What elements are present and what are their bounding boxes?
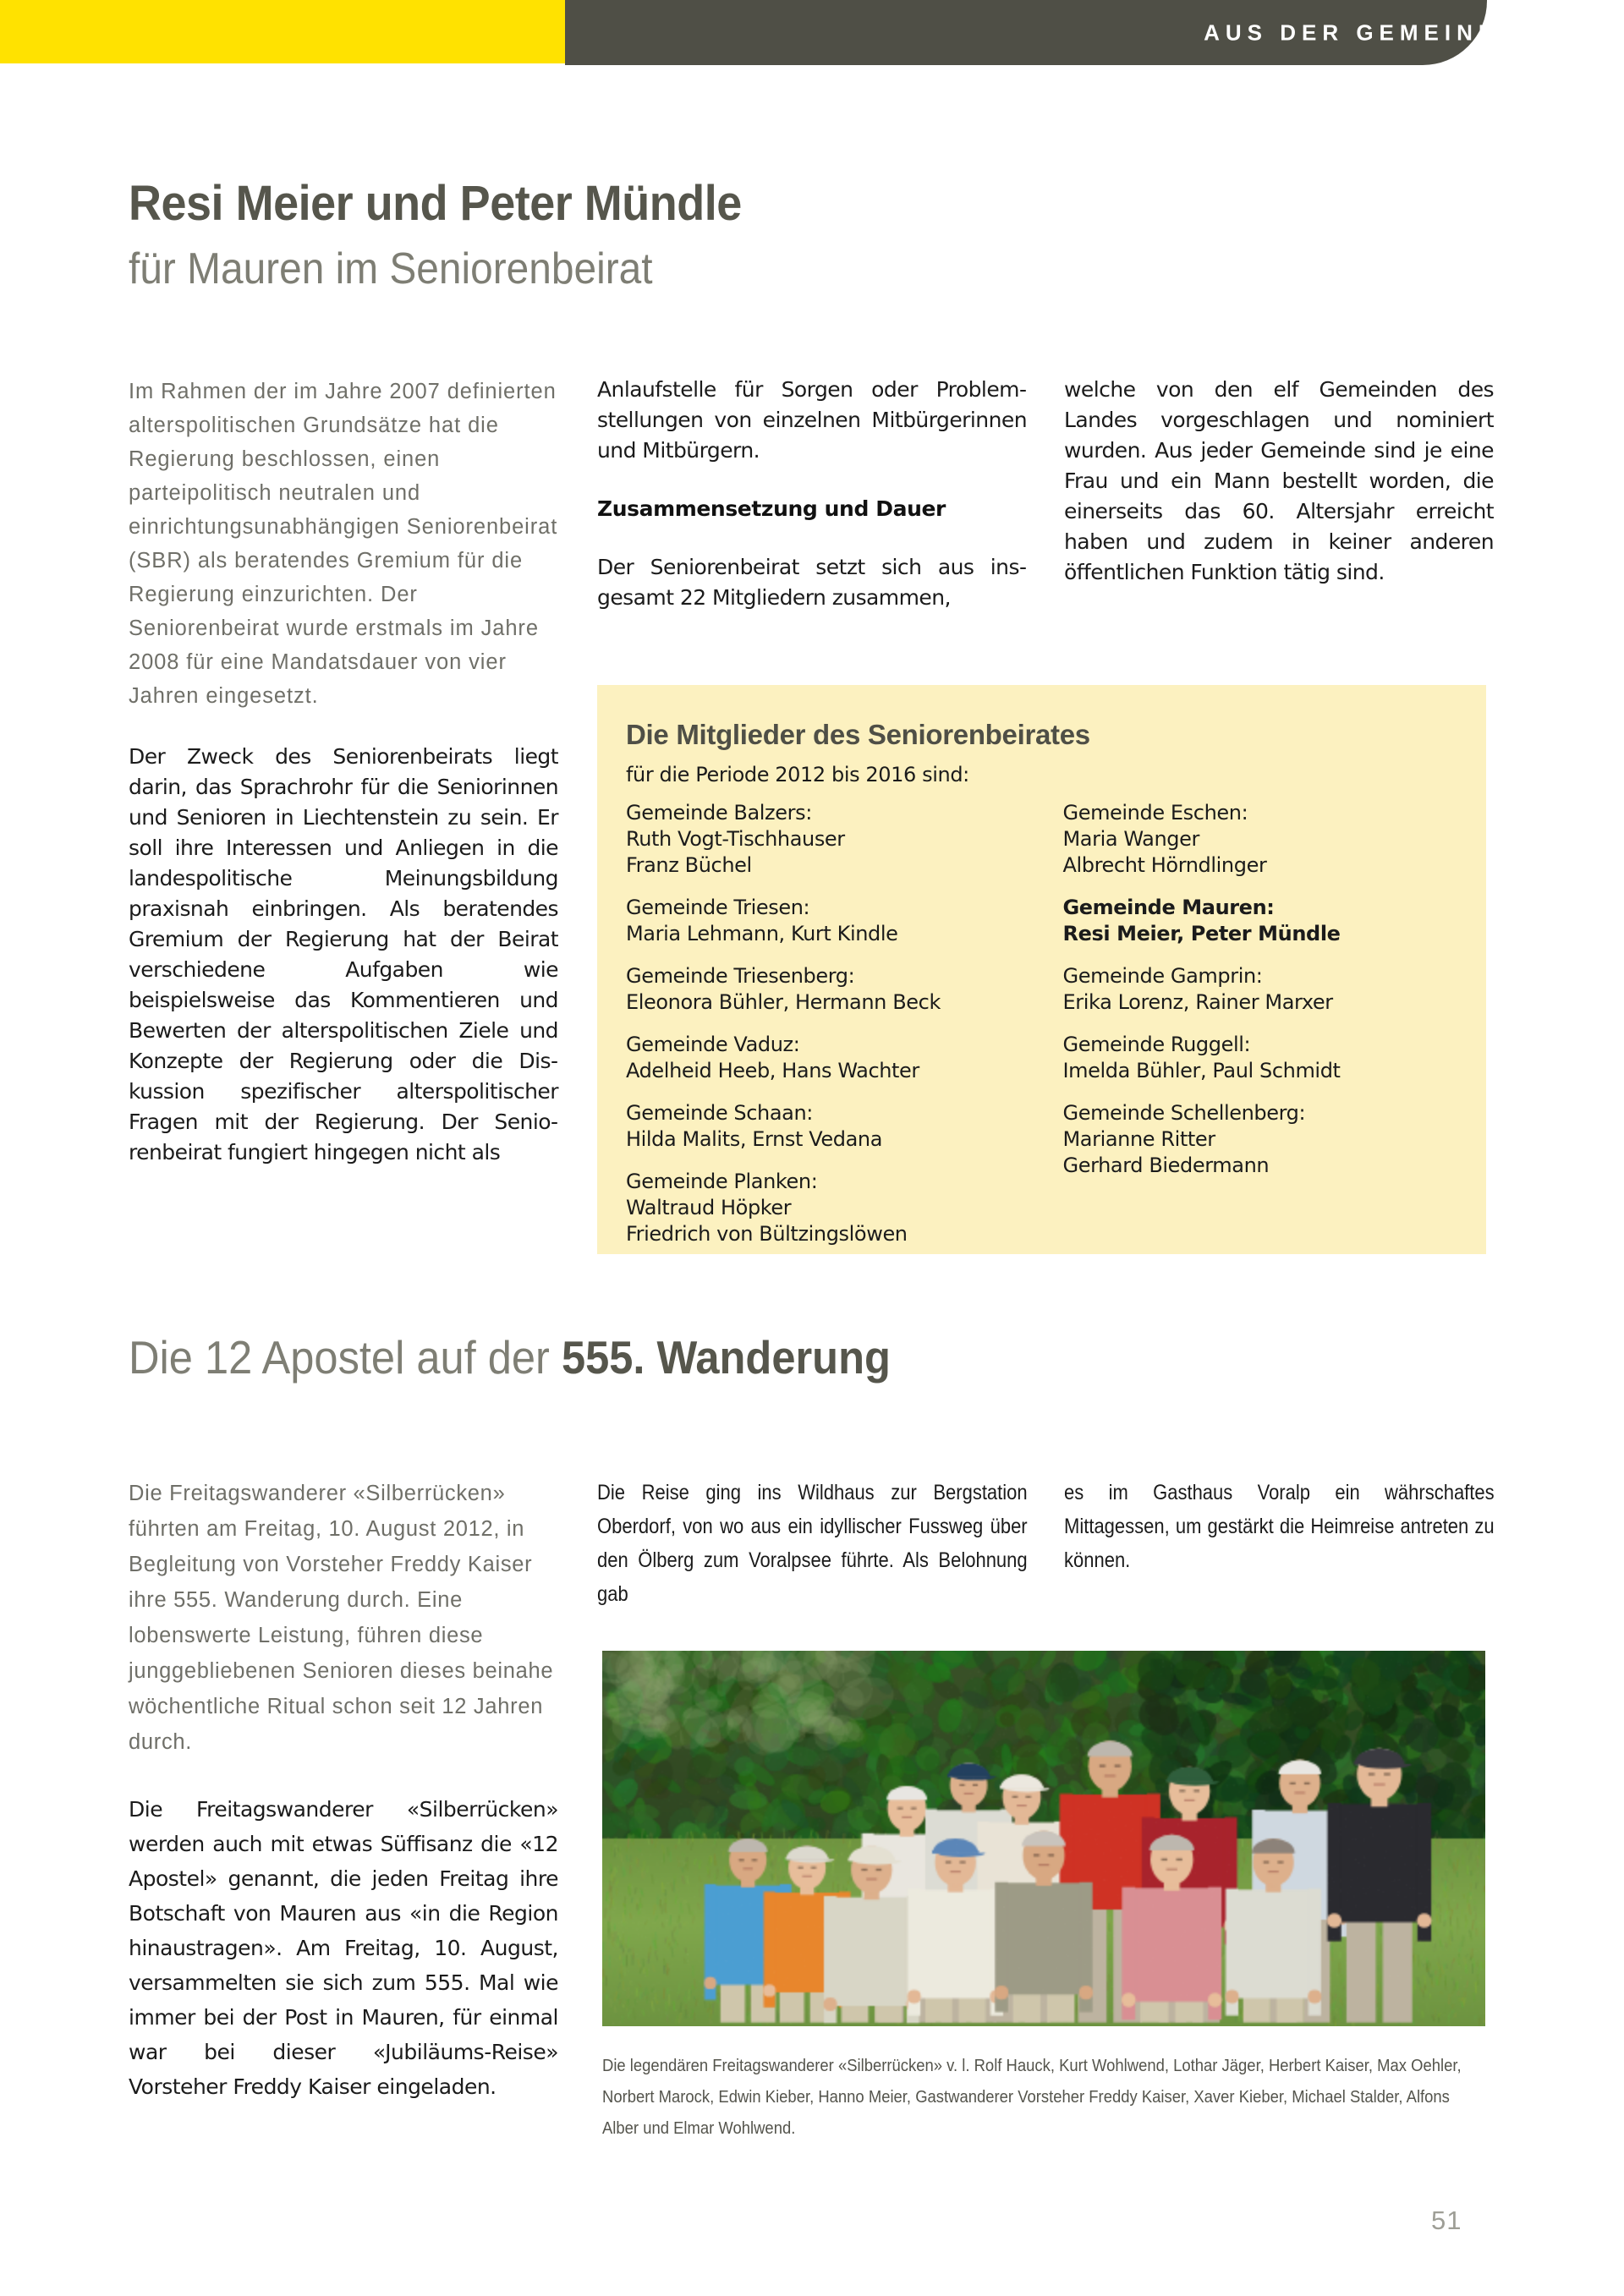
members-box-period: für die Periode 2012 bis 2016 sind: xyxy=(626,763,969,786)
member-names: Resi Meier, Peter Mündle xyxy=(1062,922,1341,945)
members-column-left xyxy=(626,800,1023,1247)
member-municipality: Gemeinde Planken: xyxy=(626,1170,818,1193)
member-names: Maria Lehmann, Kurt Kindle xyxy=(626,922,898,945)
article1-col1-paragraph-2: Der Zweck des Seniorenbeirats liegt darin, das Sprachrohr für die Seniorinnen und Senioren in Liechtenstein zu sein. Er soll ihre Interessen und Anliegen in die landespolitische Meinungsbildung praxisnah einbringen. Als beratendes Gremium der Regierung hat der Beirat verschiedene Aufgaben wie beispielsweise das Kommentieren und Bewerten der alterspolitischen Ziele und Konzepte der Regierung oder die Diskussion spezifischer alterspolitischer Fragen mit der Regierung. Der Seniorenbeirat fungiert hingegen nicht als xyxy=(129,744,558,1164)
member-group xyxy=(626,1032,1023,1084)
member-municipality: Gemeinde Balzers: xyxy=(626,801,812,825)
member-municipality: Gemeinde Schellenberg: xyxy=(1062,1101,1306,1125)
member-group xyxy=(626,1100,1023,1153)
member-names: Maria Wanger xyxy=(1062,827,1199,851)
article1-column-1 xyxy=(129,375,558,1168)
group-photo-canvas xyxy=(602,1651,1485,2026)
member-municipality: Gemeinde Mauren: xyxy=(1062,896,1275,919)
member-municipality: Gemeinde Vaduz: xyxy=(626,1033,800,1056)
article2-title-light: Die 12 Apostel auf der xyxy=(129,1331,562,1384)
member-group xyxy=(626,895,1023,947)
member-names: Waltraud Höpker xyxy=(626,1196,792,1219)
member-municipality: Gemeinde Eschen: xyxy=(1062,801,1248,825)
member-names: Erika Lorenz, Rainer Marxer xyxy=(1062,990,1333,1014)
article2-column-2 xyxy=(597,1476,1027,1611)
article1-lead-paragraph: Im Rahmen der im Jahre 2007 definierten alterspolitischen Grundsätze hat die Regierung beschlossen, einen parteipolitisch neutralen und einrichtungsunabhängigen Seniorenbeirat (SBR) als beratendes Gremium für die Regierung einzurichten. Der Seniorenbeirat wurde erstmals im Jahre 2008 für eine Mandatsdauer von vier Jahren eingesetzt. xyxy=(129,380,558,708)
page-header-banner xyxy=(0,0,1624,65)
article2-title-bold: 555. Wanderung xyxy=(561,1331,891,1384)
article1-column-3 xyxy=(1064,375,1494,588)
article2-column-3 xyxy=(1064,1476,1494,1577)
member-municipality: Gemeinde Triesen: xyxy=(626,896,810,919)
article2-col3-paragraph-1: es im Gasthaus Voralp ein währschaftes Mittagessen, um gestärkt die Heimreise antreten zu können. xyxy=(1064,1481,1495,1572)
article2-column-1 xyxy=(129,1476,558,2104)
members-column-right xyxy=(1063,800,1460,1247)
article-title-secondary xyxy=(129,1331,891,1384)
member-municipality: Gemeinde Gamprin: xyxy=(1062,964,1263,988)
member-names: Friedrich von Bültzingslöwen xyxy=(626,1222,908,1246)
article1-col2-paragraph-2: Der Seniorenbeirat setzt sich aus insgesamt 22 Mitgliedern zusammen, xyxy=(597,555,1027,610)
photo-caption: Die legendären Freitagswanderer «Silberrücken» v. l. Rolf Hauck, Kurt Wohlwend, Lothar Jäger, Herbert Kaiser, Max Oehler, Norbert Marock, Edwin Kieber, Hanno Meier, Gastwanderer Vorsteher Freddy Kaiser, Xaver Kieber, Michael Stalder, Alfons Alber und Elmar Wohlwend. xyxy=(602,2056,1462,2138)
member-municipality: Gemeinde Triesenberg: xyxy=(626,964,855,988)
article-subtitle-primary: für Mauren im Seniorenbeirat xyxy=(129,244,653,293)
section-label: AUS DER GEMEINDE xyxy=(1204,19,1521,45)
member-group xyxy=(1063,1100,1460,1179)
article2-col2-paragraph-1: Die Reise ging ins Wildhaus zur Bergstation Oberdorf, von wo aus ein idyllischer Fussweg über den Ölberg zum Voralpsee führte. Als Belohnung gab xyxy=(597,1481,1028,1606)
article1-subheading: Zusammensetzung und Dauer xyxy=(597,496,946,521)
members-columns xyxy=(626,800,1459,1247)
member-group xyxy=(1063,895,1460,947)
member-municipality: Gemeinde Ruggell: xyxy=(1062,1033,1251,1056)
article2-lead-paragraph: Die Freitagswanderer «Silberrücken» führten am Freitag, 10. August 2012, in Begleitung von Vorsteher Freddy Kaiser ihre 555. Wanderung durch. Eine lobenswerte Leistung, führen diese junggebliebenen Senioren dieses beinahe wöchentliche Ritual schon seit 12 Jahren durch. xyxy=(129,1482,554,1754)
member-names: Ruth Vogt-Tischhauser xyxy=(626,827,845,851)
member-names: Adelheid Heeb, Hans Wachter xyxy=(626,1059,919,1082)
member-names: Franz Büchel xyxy=(626,853,752,877)
member-municipality: Gemeinde Schaan: xyxy=(626,1101,813,1125)
member-group xyxy=(626,963,1023,1016)
article2-col1-paragraph-2: Die Freitagswanderer «Silberrücken» werden auch mit etwas Süffisanz die «12 Apostel» genannt, die jeden Freitag ihre Botschaft von Mauren aus «in die Region hinaustragen». Am Freitag, 10. August, versammelten sie sich zum 555. Mal wie immer bei der Post in Mauren, für einmal war bei dieser «Jubiläums-Reise» Vorsteher Freddy Kaiser eingeladen. xyxy=(129,1797,558,2099)
member-names: Albrecht Hörndlinger xyxy=(1062,853,1267,877)
article1-col2-paragraph-1: Anlaufstelle für Sorgen oder Problemstellungen von einzelnen Mitbürgerinnen und Mitbürgern. xyxy=(597,377,1027,463)
member-names: Marianne Ritter xyxy=(1062,1127,1215,1151)
member-group xyxy=(626,800,1023,879)
member-names: Gerhard Biedermann xyxy=(1062,1153,1270,1177)
member-names: Imelda Bühler, Paul Schmidt xyxy=(1062,1059,1341,1082)
article-title-primary: Resi Meier und Peter Mündle xyxy=(129,176,742,231)
header-yellow-block xyxy=(0,0,570,63)
member-names: Eleonora Bühler, Hermann Beck xyxy=(626,990,941,1014)
member-group xyxy=(1063,963,1460,1016)
members-info-box xyxy=(597,685,1486,1254)
page-number: 51 xyxy=(1431,2206,1462,2235)
members-box-title: Die Mitglieder des Seniorenbeirates xyxy=(626,719,1090,750)
member-names: Hilda Malits, Ernst Vedana xyxy=(626,1127,883,1151)
article1-col3-paragraph-1: welche von den elf Gemeinden des Landes vorgeschlagen und nominiert wurden. Aus jeder Gemeinde sind je eine Frau und ein Mann bestellt worden, die einerseits das 60. Altersjahr erreicht haben und zudem in keiner anderen öffentlichen Funktion tätig sind. xyxy=(1064,377,1494,584)
member-group xyxy=(1063,1032,1460,1084)
article1-column-2 xyxy=(597,375,1027,613)
member-group xyxy=(1063,800,1460,879)
group-photo xyxy=(602,1651,1485,2026)
member-group xyxy=(626,1169,1023,1247)
